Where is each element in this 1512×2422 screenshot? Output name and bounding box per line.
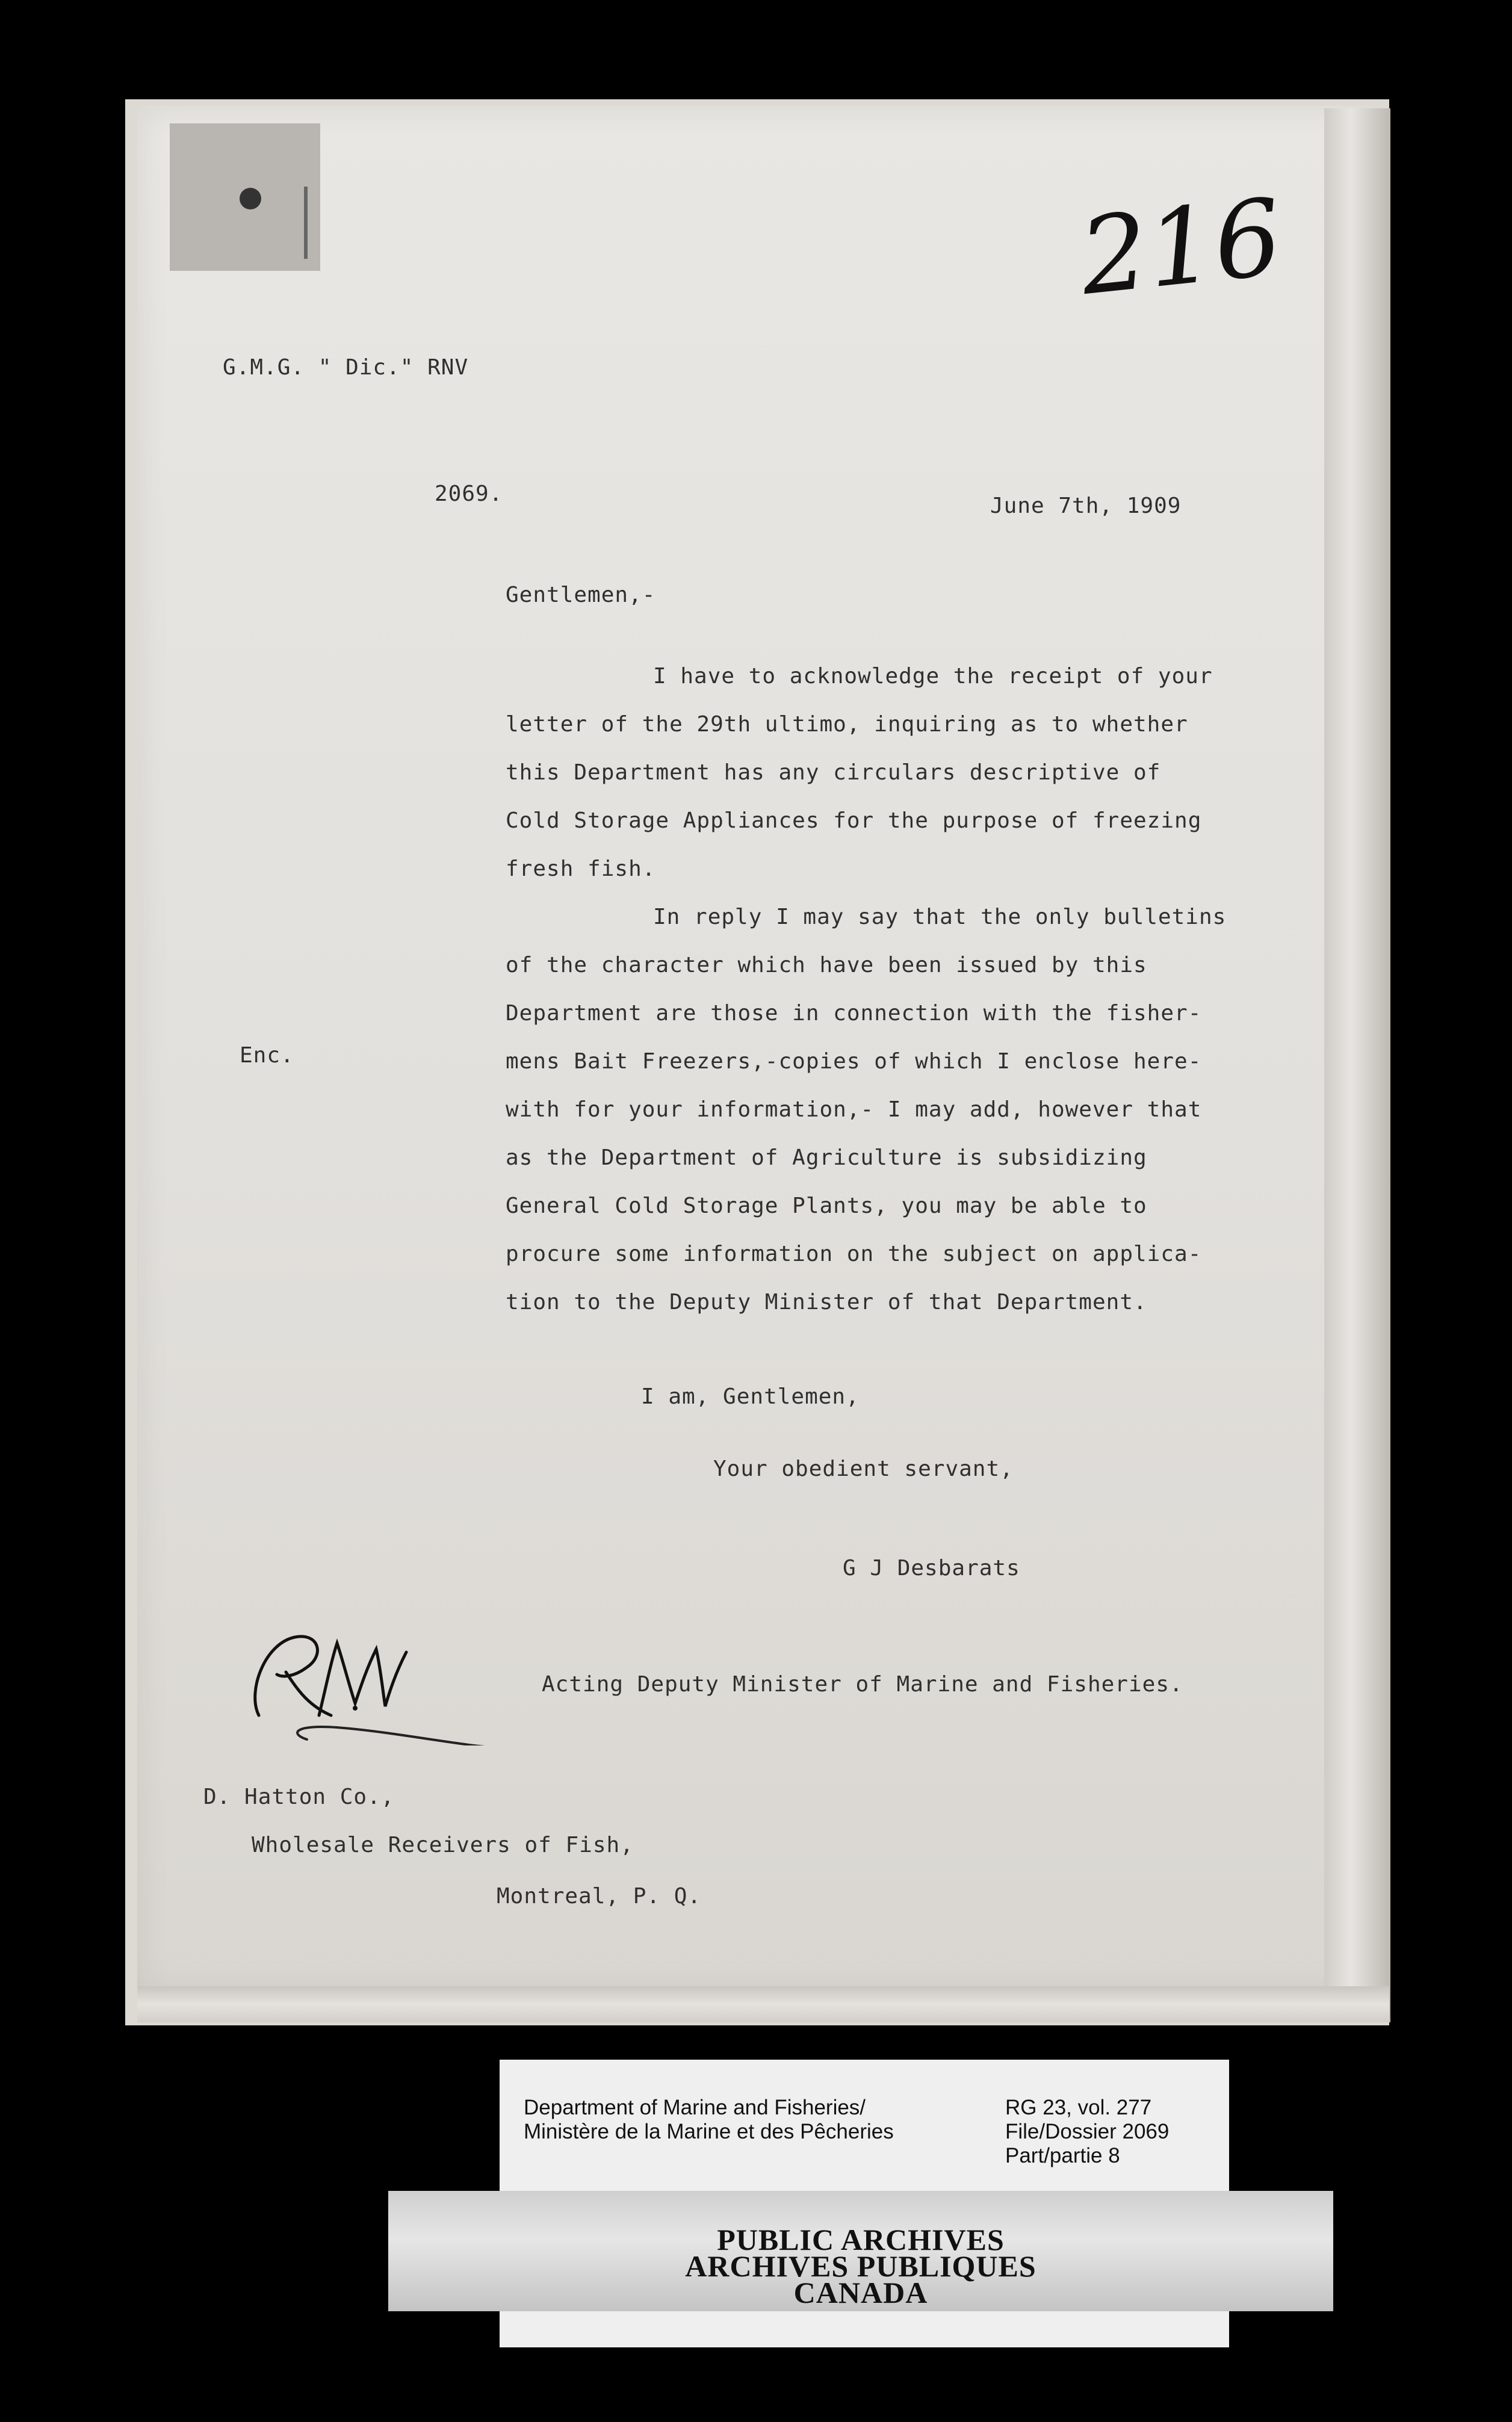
salutation: Gentlemen,- [506,583,656,607]
label-box-bottom [500,2311,1229,2347]
letter-date: June 7th, 1909 [990,494,1182,518]
body-line: tion to the Deputy Minister of that Department. [506,1290,1147,1315]
body-line: I have to acknowledge the receipt of your [653,664,1213,689]
closing-line: I am, Gentlemen, [641,1384,860,1409]
stamp-line-1: PUBLIC ARCHIVES [717,2223,1005,2256]
body-line: with for your information,- I may add, however that [506,1097,1202,1122]
signer-title: Acting Deputy Minister of Marine and Fisheries. [542,1672,1183,1697]
page-edge-bottom [137,1986,1389,2022]
closing-line: Your obedient servant, [713,1457,1014,1481]
body-line: mens Bait Freezers,-copies of which I enclose here- [506,1049,1202,1074]
archives-stamp [388,2191,1333,2311]
body-line: as the Department of Agriculture is subsidizing [506,1145,1147,1170]
body-line: General Cold Storage Plants, you may be able to [506,1194,1147,1218]
body-line: Department are those in connection with the fisher- [506,1001,1202,1026]
body-line: of the character which have been issued by this [506,953,1147,977]
page-edge-right [1324,108,1390,2022]
stamp-line-3: CANADA [793,2276,928,2309]
body-line: fresh fish. [506,856,656,881]
body-line: procure some information on the subject on applica- [506,1242,1202,1266]
handwritten-signature [241,1601,518,1745]
addressee-line-3: Montreal, P. Q. [497,1884,702,1909]
margin-note-enclosure: Enc. [240,1043,294,1068]
department-french: Ministère de la Marine et des Pêcheries [524,2120,894,2143]
folio-number: 216 [1074,176,1287,319]
signer-name: G J Desbarats [843,1556,1020,1581]
addressee-line-2: Wholesale Receivers of Fish, [252,1833,634,1857]
stamp-line-2: ARCHIVES PUBLIQUES [685,2249,1036,2283]
reference-line: G.M.G. " Dic." RNV [223,355,469,380]
body-line: letter of the 29th ultimo, inquiring as to whether [506,712,1188,737]
record-group-volume: RG 23, vol. 277 [1005,2096,1152,2119]
addressee-line-1: D. Hatton Co., [203,1785,395,1809]
body-line: In reply I may say that the only bulletins [653,905,1227,929]
body-line: Cold Storage Appliances for the purpose of freezing [506,808,1202,833]
punch-hole-icon [240,188,261,209]
file-dossier: File/Dossier 2069 [1005,2120,1170,2143]
department-english: Department of Marine and Fisheries/ [524,2096,866,2119]
tab-mark [304,187,308,259]
body-line: this Department has any circulars descriptive of [506,760,1161,785]
file-number: 2069. [435,482,503,506]
part-partie: Part/partie 8 [1005,2144,1120,2167]
